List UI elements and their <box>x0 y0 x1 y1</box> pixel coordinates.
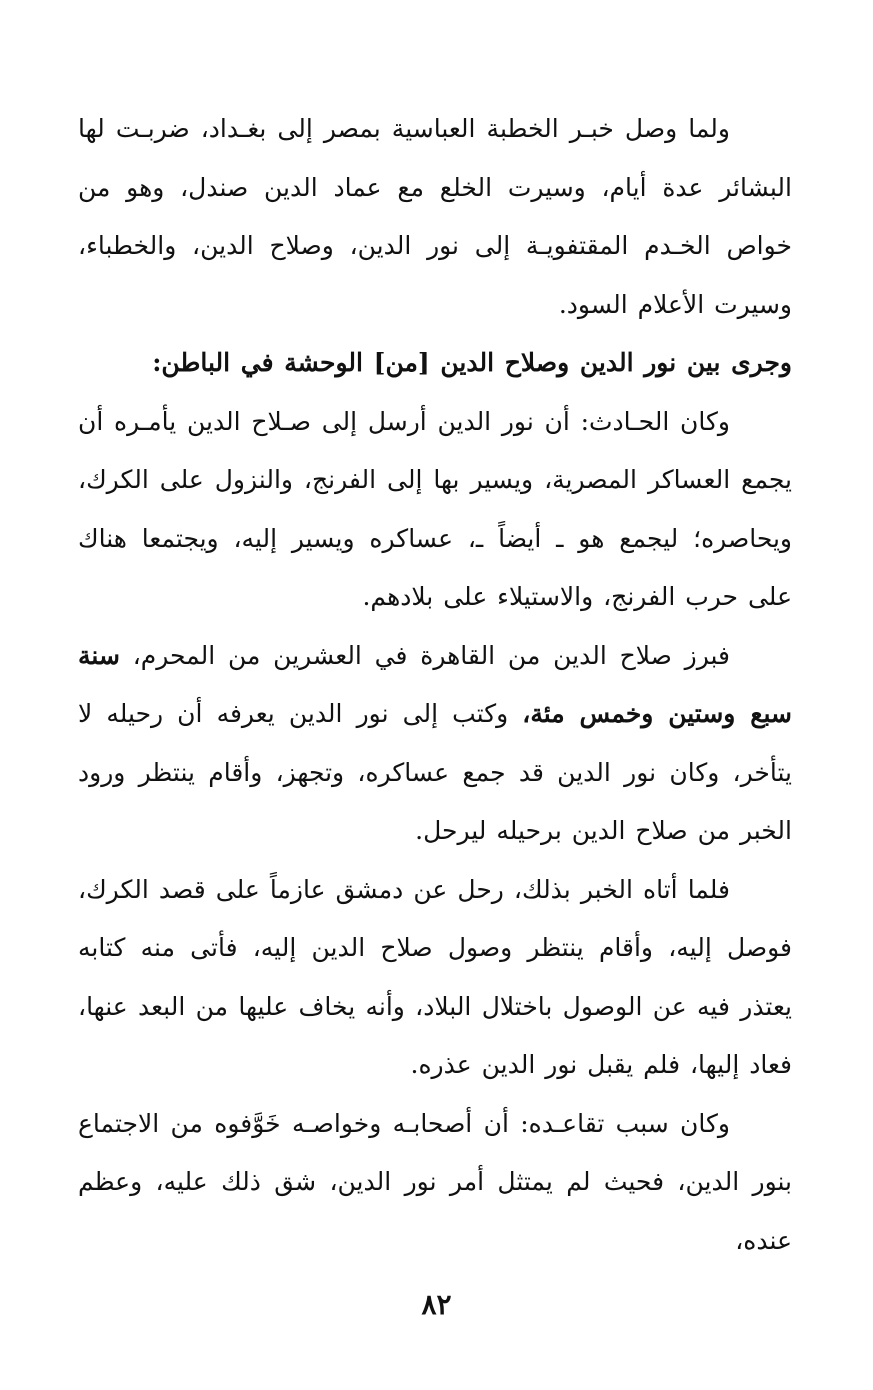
section-heading-estrangement: وجرى بين نور الدين وصلاح الدين [من] الوحشة في الباطن: <box>152 348 792 377</box>
paragraph-abbasid-khutba: ولما وصل خبـر الخطبة العباسية بمصر إلى بغـداد، ضربـت لها البشائر عدة أيام، وسيرت الخلع مع عماد الدين صندل، وهو من خواص الخـدم المقتفويـة إلى نور الدين، وصلاح الدين، والخطباء، وسيرت الأعلام السود. <box>78 114 792 319</box>
page-number: ٨٢ <box>421 1288 452 1321</box>
page-body-text <box>78 100 792 1270</box>
paragraph-reason-for-delay: وكان سبب تقاعـده: أن أصحابـه وخواصـه خَوَّفوه من الاجتماع بنور الدين، فحيث لم يمتثل أمر نور الدين، شق ذلك عليه، وعظم عنده، <box>78 1108 792 1255</box>
paragraph-nur-al-din-march: فلما أتاه الخبر بذلك، رحل عن دمشق عازماً على قصد الكرك، فوصل إليه، وأقام ينتظر وصول صلاح الدين إليه، فأتى منه كتابه يعتذر فيه عن الوصول باختلال البلاد، وأنه يخاف عليها من البعد عنها، فعاد إليها، فلم يقبل نور الدين عذره. <box>78 874 792 1079</box>
paragraph-saladin-departure <box>78 627 792 861</box>
paragraph-karak-order: وكان الحـادث: أن نور الدين أرسل إلى صـلاح الدين يأمـره أن يجمع العساكر المصرية، ويسير بها إلى الفرنج، والنزول على الكرك، ويحاصره؛ ليجمع هو ـ أيضاً ـ، عساكره ويسير إليه، ويجتمعا هناك على حرب الفرنج، والاستيلاء على بلادهم. <box>78 406 792 611</box>
paragraph-saladin-departure-start: فبرز صلاح الدين من القاهرة في العشرين من المحرم، <box>119 640 730 670</box>
date-phrase-bold: سنة سبع وستين وخمس مئة، <box>78 640 792 728</box>
paragraph-saladin-departure-end: وكتب إلى نور الدين يعرفه أن رحيله لا يتأخر، وكان نور الدين قد جمع عساكره، وتجهز، وأقام ينتظر ورود الخبر من صلاح الدين برحيله ليرحل. <box>78 699 792 845</box>
